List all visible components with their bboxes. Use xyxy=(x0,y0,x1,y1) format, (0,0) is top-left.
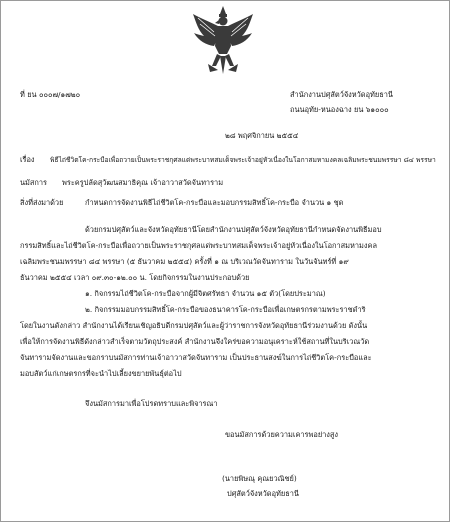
organization-name: สำนักงานปศุสัตว์จังหวัดอุทัยธานี xyxy=(290,90,393,99)
letter-date: ๒๘ พฤศจิกายน ๒๕๕๔ xyxy=(225,131,299,140)
body-line: ธันวาคม ๒๕๕๔ เวลา ๐๙.๓๐-๑๒.๐๐ น. โดยกิจกรรมในงานประกอบด้วย xyxy=(20,273,250,282)
signer-title: ปศุสัตว์จังหวัดอุทัยธานี xyxy=(227,489,299,498)
enclosure-label: สิ่งที่ส่งมาด้วย xyxy=(20,198,64,207)
organization-address: ถนนอุทัย-หนองฉาง ยน ๖๑๐๐๐ xyxy=(290,105,389,114)
reference-number: ที่ ยน ๐๐๐๗/๑๗๒๐ xyxy=(20,90,81,99)
enclosure-text: กำหนดการจัดงานพิธีไถ่ชีวิตโค-กระบือและมอบกรรมสิทธิ์โค-กระบือ จำนวน ๑ ชุด xyxy=(85,198,344,207)
body-line: เพื่อให้การจัดงานพิธีดังกล่าวสำเร็จตามวัตถุประสงค์ สำนักงานจึงใคร่ขอความอนุเคราะห์ใช้สถานที่ในบริเวณวัด xyxy=(20,337,370,346)
body-line: จันทารามจัดงานและขอกราบนมัสการท่านเจ้าอาวาสวัดจันทาราม เป็นประธานสงฆ์ในการไถ่ชีวิตโค-กระบือและ xyxy=(20,353,372,362)
body-line: เฉลิมพระชนมพรรษา ๘๔ พรรษา (๕ ธันวาคม ๒๕๕๔) ครั้งที่ ๑ ณ บริเวณวัดจันทาราม ในวันจันทร์ที่ ๑๙ xyxy=(20,257,349,266)
subject-text: พิธีไถ่ชีวิตโค-กระบือเพื่อถวายเป็นพระราชกุศลแด่พระบาทสมเด็จพระเจ้าอยู่หัวเนื่องในโอกาสมหามงคลเฉลิมพระชนมพรรษา ๘๔ พรรษา xyxy=(50,156,436,164)
activity-item-2: ๒. กิจกรรมมอบกรรมสิทธิ์โค-กระบือของธนาคารโค-กระบือเพื่อเกษตรกรตามพระราชดำริ xyxy=(85,305,366,314)
body-line: มอบสัตว์แก่เกษตรกรที่จะนำไปเลี้ยงขยายพันธุ์ต่อไป xyxy=(20,369,182,378)
subject-label: เรื่อง xyxy=(20,155,35,164)
closing-request: จึงนมัสการมาเพื่อโปรดทราบและพิจารณา xyxy=(85,399,218,408)
closing-regards: ขอนมัสการด้วยความเคารพอย่างสูง xyxy=(225,430,339,439)
signer-name: (นายพิษณุ คุณยวณิชย์) xyxy=(222,474,297,483)
body-line: ด้วยกรมปศุสัตว์และจังหวัดอุทัยธานีโดยสำนักงานปศุสัตว์จังหวัดอุทัยธานีกำหนดจัดงานพิธีมอบ xyxy=(85,225,382,234)
garuda-emblem-icon xyxy=(190,4,256,76)
salutation-text: พระครูปลัดสุวัฒนสมาธิคุณ เจ้าอาวาสวัดจันทาราม xyxy=(62,178,224,187)
body-line: โดยในงานดังกล่าว สำนักงานได้เรียนเชิญอธิบดีกรมปศุสัตว์และผู้ว่าราชการจังหวัดอุทัยธานีร่วมงานด้วย ดังนั้น xyxy=(20,321,368,330)
salutation-label: นมัสการ xyxy=(20,178,48,187)
activity-item-1: ๑. กิจกรรมไถ่ชีวิตโค-กระบือจากผู้มีจิตศรัทธา จำนวน ๑๕ ตัว(โดยประมาณ) xyxy=(85,289,326,298)
body-line: กรรมสิทธิ์และไถ่ชีวิตโค-กระบือเพื่อถวายเป็นพระราชกุศลแด่พระบาทสมเด็จพระเจ้าอยู่หัวเนื่องในโอกาสมหามงคล xyxy=(20,241,377,250)
